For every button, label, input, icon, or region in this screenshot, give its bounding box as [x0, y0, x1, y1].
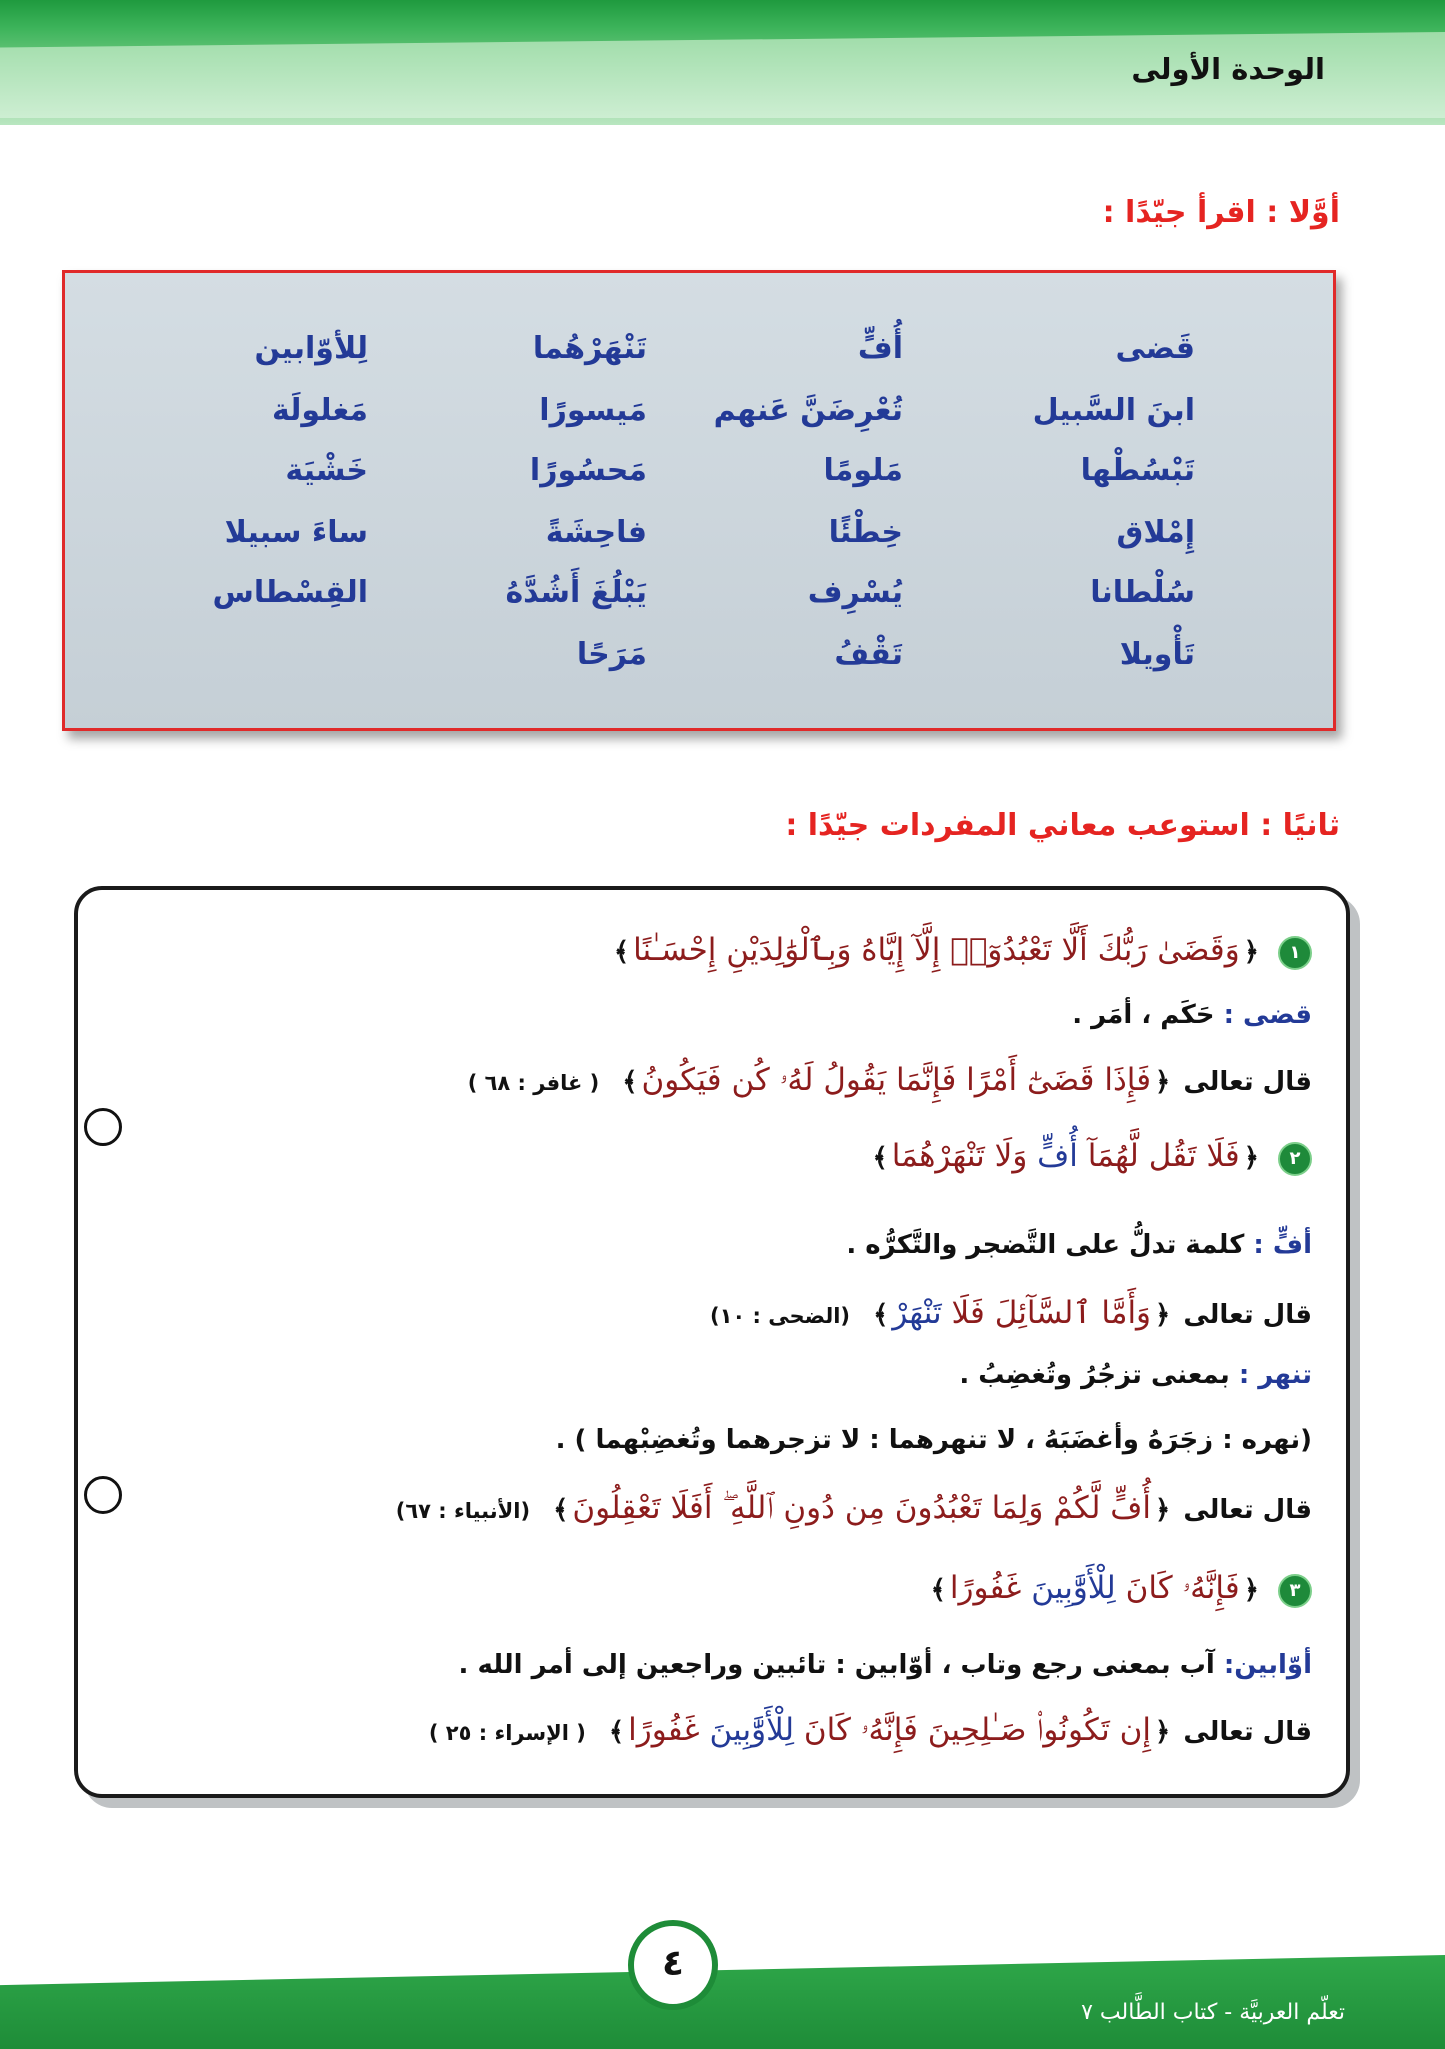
vocab-word: خِطْئًا [828, 515, 903, 550]
item-3-reference: ( الإسراء : ٢٥ ) [428, 1721, 586, 1745]
bracket-close: ﴾ [613, 937, 630, 967]
item-3-example-row: قال تعالى ﴿إِن تَكُونُوا۟ صَـٰلِحِينَ فَإِنَّهُۥ كَانَ لِلْأَوَّٰبِينَ غَفُورًا﴾ ( الإسراء : ٢٥ ) [428, 1712, 1312, 1748]
item-3-verse: فَإِنَّهُۥ كَانَ لِلْأَوَّٰبِينَ غَفُورًا [949, 1570, 1240, 1606]
item-1-verse: وَقَضَىٰ رَبُّكَ أَلَّا تَعْبُدُوٓا۟ إِلَّآ إِيَّاهُ وَبِٱلْوَٰلِدَيْنِ إِحْسَـٰنًا [633, 932, 1240, 968]
binder-hole [84, 1476, 122, 1514]
vocab-word: مَرَحًا [576, 637, 647, 672]
item-2-reference-1: (الضحى : ١٠) [709, 1304, 851, 1328]
bracket-open: ﴿ [1243, 937, 1259, 967]
meanings-card [74, 886, 1350, 1798]
item-1-reference: ( غافر : ٦٨ ) [467, 1071, 600, 1095]
section-title-read: أوَّلا : اقرأ جيّدًا : [1102, 195, 1340, 230]
vocab-word: ساءَ سبيلا [224, 515, 368, 550]
item-1-meaning-row [1072, 1000, 1312, 1030]
item-2-meaning-2: بمعنى تزجُرُ وتُغضِبُ . [959, 1360, 1230, 1390]
vocab-word: أُفٍّ [857, 331, 903, 366]
vocab-word: تَأْويلا [1119, 637, 1195, 672]
vocab-word: فاحِشَةً [545, 515, 647, 550]
vocab-word: لِلأوّابين [254, 331, 368, 366]
vocab-word: سُلْطانا [1090, 575, 1195, 610]
vocab-word: إِمْلاق [1116, 515, 1195, 550]
item-1-verse-row [610, 932, 1312, 970]
item-3-verse-row: ٣ ﴿فَإِنَّهُۥ كَانَ لِلْأَوَّٰبِينَ غَفُورًا﴾ [927, 1570, 1312, 1608]
item-3-meaning: آب بمعنى رجع وتاب ، أوّابين : تائبين وراجعين إلى أمر الله . [458, 1650, 1215, 1680]
item-1-term: قضى : [1223, 1000, 1312, 1030]
item-2-meaning-1: كلمة تدلُّ على التَّضجر والتَّكرُّه . [846, 1230, 1245, 1260]
vocab-word: القِسْطاس [212, 575, 368, 610]
vocab-word: يُسْرِف [807, 575, 903, 610]
item-2-example-2: أُفٍّ لَّكُمْ وَلِمَا تَعْبُدُونَ مِن دُونِ ٱللَّهِ ۖ أَفَلَا تَعْقِلُونَ [572, 1490, 1152, 1526]
vocab-word: مَلومًا [823, 453, 903, 488]
item-1-meaning: حَكَم ، أمَر . [1072, 1000, 1215, 1030]
vocab-word: تَقْفُ [834, 637, 903, 672]
item-2-verse: فَلَا تَقُل لَّهُمَآ أُفٍّ وَلَا تَنْهَرْهُمَا [891, 1138, 1240, 1174]
item-2-explanation: (نهره : زجَرَهُ وأغضَبَهُ ، لا تنهرهما : لا تزجرهما وتُغضِبْهما ) . [555, 1425, 1312, 1455]
vocab-word: تَبْسُطْها [1080, 453, 1195, 488]
vocabulary-grid [65, 273, 1333, 728]
item-1-example-row: قال تعالى ﴿فَإِذَا قَضَىٰٓ أَمْرًا فَإِنَّمَا يَقُولُ لَهُۥ كُن فَيَكُونُ﴾ ( غافر : ٦٨ ) [467, 1062, 1312, 1098]
item-2-verse-row: ٢ ﴿فَلَا تَقُل لَّهُمَآ أُفٍّ وَلَا تَنْهَرْهُمَا﴾ [868, 1138, 1312, 1176]
item-1-example: فَإِذَا قَضَىٰٓ أَمْرًا فَإِنَّمَا يَقُولُ لَهُۥ كُن فَيَكُونُ [641, 1062, 1152, 1098]
page-number: ٤ [628, 1920, 718, 2010]
vocab-word: تُعْرِضَنَّ عَنهم [713, 393, 903, 428]
book-title: تعلّم العربيَّة - كتاب الطَّالب ٧ [1081, 2000, 1345, 2025]
vocab-word: مَحسُورًا [529, 453, 647, 488]
vocab-word: خَشْيَة [285, 453, 368, 488]
item-2-example-1: وَأَمَّا ٱلسَّآئِلَ فَلَا تَنْهَرْ [892, 1295, 1152, 1331]
item-3-meaning-row [459, 1650, 1312, 1680]
section-title-meanings: ثانيًا : استوعب معاني المفردات جيّدًا : [785, 808, 1340, 843]
vocab-word: مَيسورًا [539, 393, 647, 428]
item-2-term-1: أفٍّ : [1253, 1230, 1312, 1260]
vocab-word: يَبْلُغَ أَشُدَّهُ [505, 575, 647, 610]
vocab-word: تَنْهَرْهُما [532, 331, 647, 366]
item-number-badge: ٣ [1278, 1574, 1312, 1608]
vocab-word: قَضى [1115, 331, 1195, 366]
vocab-word: مَغلولَة [271, 393, 368, 428]
item-2-meaning-2-row [959, 1360, 1312, 1390]
item-2-reference-2: (الأنبياء : ٦٧) [395, 1499, 531, 1523]
item-2-example-2-row: قال تعالى ﴿أُفٍّ لَّكُمْ وَلِمَا تَعْبُدُونَ مِن دُونِ ٱللَّهِ ۖ أَفَلَا تَعْقِلُونَ﴾ (الأنبياء : ٦٧) [395, 1490, 1312, 1526]
item-number-badge: ١ [1278, 936, 1312, 970]
vocab-word: ابنَ السَّبيل [1032, 393, 1195, 428]
binder-hole [84, 1108, 122, 1146]
item-3-term: أوّابين: [1223, 1650, 1312, 1680]
item-2-example-1-row: قال تعالى ﴿وَأَمَّا ٱلسَّآئِلَ فَلَا تَنْهَرْ﴾ (الضحى : ١٠) [709, 1295, 1312, 1331]
item-number-badge: ٢ [1278, 1142, 1312, 1176]
item-1-qala: قال تعالى [1183, 1067, 1312, 1097]
item-3-example: إِن تَكُونُوا۟ صَـٰلِحِينَ فَإِنَّهُۥ كَانَ لِلْأَوَّٰبِينَ غَفُورًا [628, 1712, 1152, 1748]
item-2-meaning-1-row [846, 1230, 1312, 1260]
unit-title: الوحدة الأولى [1131, 52, 1325, 86]
item-2-term-2: تنهر : [1238, 1360, 1312, 1390]
vocabulary-box [62, 270, 1336, 731]
